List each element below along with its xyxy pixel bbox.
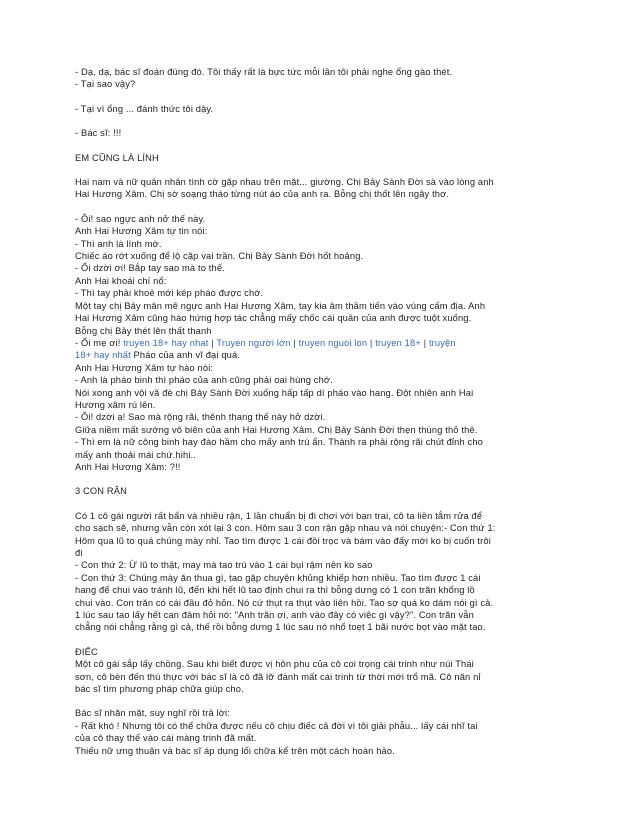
text-line: - Ối dzời ơi! Bắp tay sao mà to thế. bbox=[75, 263, 225, 274]
text-line: Chiếc áo rớt xuống để lộ cặp vai trần. Chị Bảy Sành Đời hốt hoảng. bbox=[75, 251, 364, 262]
link-separator: | bbox=[290, 337, 299, 348]
paragraph-gap bbox=[75, 473, 565, 485]
text-line: Hai Hương Xâm. Chị sờ soạng tháo từng nút áo của anh ra. Bỗng chị thốt lên ngây thơ. bbox=[75, 189, 450, 200]
inline-link[interactable]: 18+ hay nhất bbox=[75, 350, 131, 361]
text-line: Một cô gái sắp lấy chồng. Sau khi biết được vị hôn phu của cô coi trọng cái trinh như núi Thái bbox=[75, 659, 474, 670]
text-line: - Ôi! dzời ạ! Sao mà rộng rãi, thênh thang thế này hở dzời. bbox=[75, 412, 326, 423]
text-line: - Con thứ 2: Ừ lũ to thật, may mà tao trú vào 1 cái bụi rậm nên ko sao bbox=[75, 560, 373, 571]
link-separator: | bbox=[420, 337, 429, 348]
paragraph-gap bbox=[75, 634, 565, 646]
text-line: Hai nam và nữ quân nhân tình cờ gặp nhau trên mặt... giường. Chị Bảy Sành Đời sà vào lòng anh bbox=[75, 177, 494, 188]
text-line: EM CŨNG LÀ LÍNH bbox=[75, 152, 159, 163]
line-tail-text: Pháo của anh vĩ đại quá. bbox=[130, 350, 241, 361]
text-line: - Rất khó ! Nhưng tôi có thể chữa được nếu cô chịu điếc cả đời vì tôi giải phẫu... lấy cái nhĩ tai bbox=[75, 720, 478, 731]
text-line: mấy anh thoải mái chứ.hihi.. bbox=[75, 449, 197, 460]
text-line: của cô thay thế vào cái màng trinh đã mất. bbox=[75, 733, 257, 744]
inline-link[interactable]: truyện bbox=[428, 337, 456, 348]
text-line: bác sĩ tìm phương pháp chữa giúp cho. bbox=[75, 684, 244, 695]
text-line: Một tay chị Bảy mân mê ngực anh Hai Hương Xâm, tay kia âm thầm tiến vào vùng cấm địa. Anh bbox=[75, 300, 486, 311]
paragraph-gap bbox=[75, 695, 565, 707]
paragraph-gap bbox=[75, 201, 565, 213]
line-lead-text: - Ối mẹ ơi! bbox=[75, 337, 124, 348]
paragraph-gap bbox=[75, 91, 565, 103]
document-page bbox=[75, 66, 565, 757]
paragraph-gap bbox=[75, 140, 565, 152]
text-line: 3 CON RẬN bbox=[75, 486, 127, 497]
paragraph-gap bbox=[75, 164, 565, 176]
text-line: - Tại sao vậy? bbox=[75, 79, 136, 90]
text-line: - Thì em là nữ công binh hay đào hầm cho mấy anh trú ẩn. Thành ra phải rộng rãi chút đỉnh cho bbox=[75, 437, 483, 448]
inline-link[interactable]: truyen nguoi lon bbox=[298, 337, 368, 348]
text-line: Bỗng chị Bảy thét lên thất thanh bbox=[75, 325, 212, 336]
text-line: sơn, cô bèn đến thú thực với bác sĩ là cô đã lỡ đánh mất cái trinh từ thời mới trổ mã. Cô năn nỉ bbox=[75, 671, 481, 682]
text-line: Hôm qua lũ to quá chúng mày nhỉ. Tao tìm được 1 cái đồi trọc và bám vào đấy mới ko bị cuốn trôi bbox=[75, 535, 491, 546]
text-line: Có 1 cô gái người rất bẩn và nhiều rận, 1 lần chuẩn bị đi chơi với bạn trai, cô ta liền tắm rửa để bbox=[75, 510, 483, 521]
text-line: ĐIẾC bbox=[75, 646, 98, 657]
text-line: Anh Hai khoái chí nổ: bbox=[75, 275, 167, 286]
text-line: chẳng nói chẳng rằng gì cả, thế rồi bỗng dưng 1 lúc sau nó nhổ toẹt 1 bãi nước bọt vào mặt tao. bbox=[75, 622, 486, 633]
text-line: - Bác sĩ: !!! bbox=[75, 128, 122, 139]
text-line: cho sạch sẽ, nhưng vẫn còn xót lại 3 con. Hôm sau 3 con rận gặp nhau và nói chuyện:- Con thứ 1: bbox=[75, 523, 496, 534]
paragraph-gap bbox=[75, 115, 565, 127]
link-separator: | bbox=[367, 337, 376, 348]
paragraph-gap bbox=[75, 498, 565, 510]
text-line: Hai Hương Xâm cũng hào hứng hợp tác chẳng mấy chốc cái quần của anh được tuột xuống. bbox=[75, 313, 472, 324]
text-line: Thiếu nữ ưng thuận và bác sĩ áp dụng lối chữa kể trên một cách hoàn hảo. bbox=[75, 745, 395, 756]
text-line: Bác sĩ nhăn mặt, suy nghĩ rồi trả lời: bbox=[75, 708, 230, 719]
text-line: Giữa niềm mất sướng vô biên của anh Hai Hương Xâm. Chị Bảy Sành Đời thẹn thùng thỏ thẻ. bbox=[75, 424, 478, 435]
link-separator: | bbox=[208, 337, 217, 348]
text-line: Hương xâm rú lên. bbox=[75, 399, 156, 410]
text-line: 1 lúc sau tao lấy hết can đảm hỏi nó: "Anh trăn ơi, anh vào đây có việc gì vậy?". Con trăn vẫn bbox=[75, 610, 474, 621]
text-line: chui vào. Con trăn có cái đầu đỏ hỏn. Nó cứ thụt ra thụt vào liên hồi. Tao sợ quá ko dám nói gì cả. bbox=[75, 597, 494, 608]
text-line: Anh Hai Hương Xâm tự hào nói: bbox=[75, 362, 214, 373]
text-line: - Ôi! sao ngực anh nở thế này. bbox=[75, 213, 206, 224]
text-line: - Tại vì ổng ... đánh thức tôi dậy. bbox=[75, 103, 214, 114]
text-line-with-links bbox=[75, 337, 565, 349]
text-line: Anh Hai Hương Xâm: ?!! bbox=[75, 461, 181, 472]
text-line: hang để chui vào tránh lũ, đến khi hết lũ tao định chui ra thì bỗng dưng có 1 con trăn khổng lồ bbox=[75, 585, 475, 596]
text-line: đi bbox=[75, 548, 83, 558]
text-line: - Thì anh là lính mờ. bbox=[75, 238, 162, 249]
inline-link[interactable]: truyen 18+ bbox=[375, 337, 421, 348]
text-line: - Dạ, dạ, bác sĩ đoán đúng đó. Tôi thấy rất là bực tức mỗi lần tôi phải nghe ổng gào thét. bbox=[75, 67, 453, 77]
text-line-with-link bbox=[75, 349, 565, 361]
text-line: - Con thứ 3: Chúng mày ăn thua gì, tao gặp chuyện khủng khiếp hơn nhiều. Tao tìm được 1 cái bbox=[75, 572, 481, 583]
text-line: Nói xong anh vội vã đè chị Bảy Sành Đời xuống hấp tấp dí pháo vào hang. Đột nhiên anh Hai bbox=[75, 387, 474, 398]
text-line: Anh Hai Hương Xâm tự tin nói: bbox=[75, 226, 208, 237]
text-line: - Anh là pháo binh thì pháo của anh cũng phải oai hùng chớ. bbox=[75, 375, 333, 386]
text-line: - Thì tay phải khoẻ mới kép pháo được chớ. bbox=[75, 288, 264, 299]
inline-link[interactable]: Truyen người lớn bbox=[216, 337, 291, 348]
inline-link[interactable]: truyen 18+ hay nhat bbox=[123, 337, 209, 348]
